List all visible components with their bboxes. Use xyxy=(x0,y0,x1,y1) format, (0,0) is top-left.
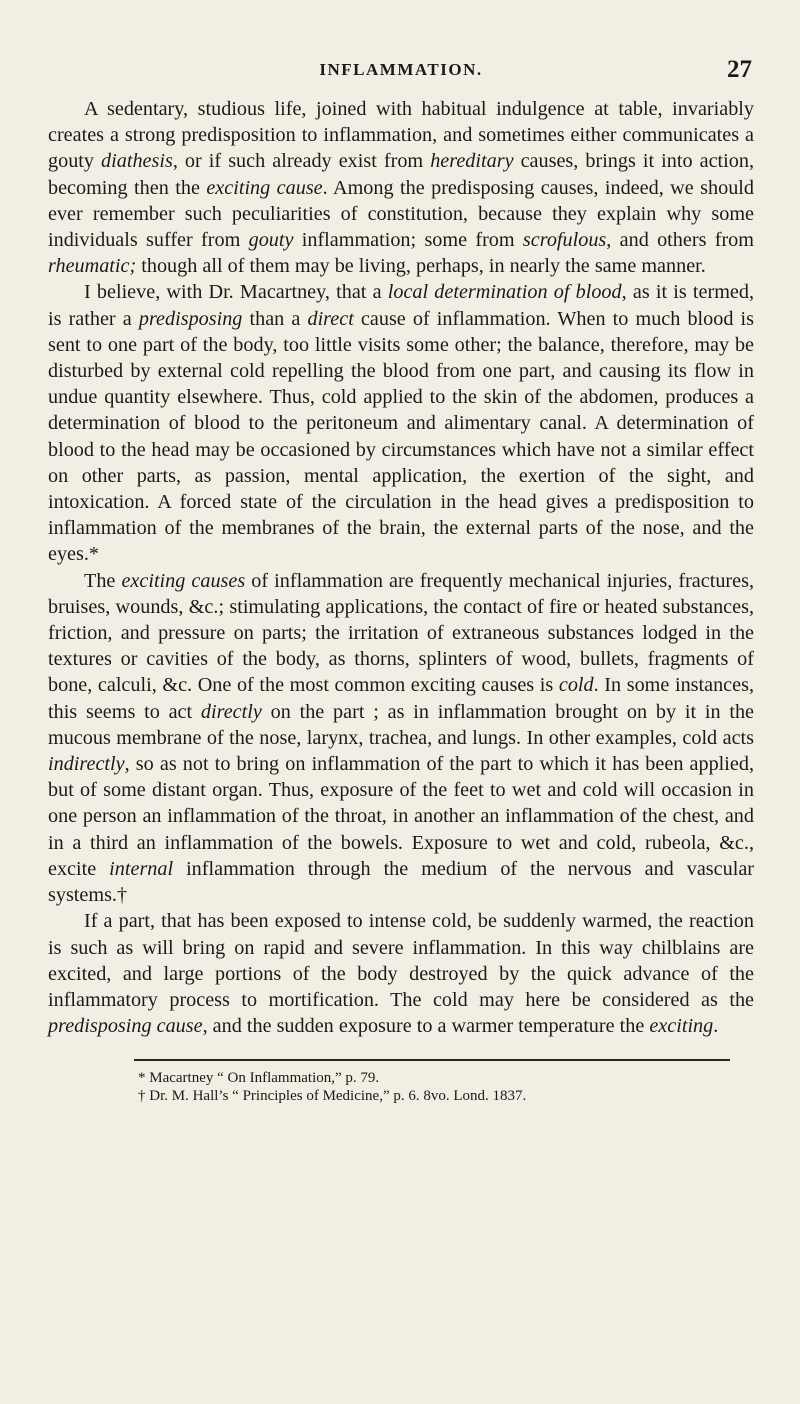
text-run: If a part, that has been exposed to intense cold, be suddenly warmed, the reaction is such as will bring on rapid and severe inflammation. In this way chilblains are excited, and large portions of the body destroyed by the quick advance of the inflammatory process to mortification. The cold may here be considered as the xyxy=(48,910,754,1011)
paragraph xyxy=(48,279,754,567)
text-run: . Among the predisposing causes, indeed, we should ever remember such peculiarities of constitution, because they explain why some individuals suffer from xyxy=(48,176,754,252)
text-run: causes, brings it into action, becoming then the xyxy=(48,150,755,199)
page-number: 27 xyxy=(727,56,752,83)
text-run: though all of them may be living, perhaps, in nearly the same manner. xyxy=(136,255,706,278)
emphasis-text: predisposing xyxy=(138,307,243,330)
footnotes xyxy=(48,1069,754,1105)
text-run: cause of inflammation. When to much blood is sent to one part of the body, too little visits some other; the balance, therefore, may be disturbed by external cold repelling the blood from one part, and causing its flow in undue quantity elsewhere. Thus, cold applied to the skin of the abdomen, produces a determination of blood to the peritoneum and alimentary canal. A determination of blood to the head may be occasioned by circumstances which have not a similar effect on other parts, as passion, mental application, the exertion of the sight, and intoxication. A forced state of the circulation in the head gives a predisposition to inflammation of the membranes of the brain, the external parts of the nose, and the eyes.* xyxy=(48,307,755,566)
text-run: . xyxy=(713,1015,719,1038)
footnote: † Dr. M. Hall’s “ Principles of Medicine,” p. 6. 8vo. Lond. 1837. xyxy=(138,1088,527,1105)
text-run: The xyxy=(84,569,122,592)
text-run: inflammation through the medium of the nervous and vascular systems.† xyxy=(48,857,754,907)
text-run: of inflammation are frequently mechanical injuries, fractures, bruises, wounds, &c.; stimulating applications, the contact of fire or heated substances, friction, and pressure on parts; the irritation of extraneous substances lodged in the textures or cavities of the body, as thorns, splinters of wood, bullets, fragments of bone, calculi, &c. One of the most common exciting causes is xyxy=(48,569,755,697)
text-run: , and the sudden exposure to a warmer temperature the xyxy=(202,1015,650,1038)
paragraph xyxy=(48,96,754,279)
text-run: , and others from xyxy=(606,229,754,252)
text-run: inflammation; some from xyxy=(293,229,523,252)
emphasis-text: gouty xyxy=(248,229,294,252)
emphasis-text: internal xyxy=(109,857,174,880)
emphasis-text: rheumatic; xyxy=(48,255,137,278)
text-run: on the part ; as in inflammation brought on by it in the mucous membrane of the nose, larynx, trachea, and lungs. In other examples, cold acts xyxy=(48,700,755,749)
text-run: , so as not to bring on inflammation of the part to which it has been applied, but of some distant organ. Thus, exposure of the feet to wet and cold will occasion in one person an inflammation of the throat, in another an inflammation of the chest, and in a third an inflammation of the bowels. Exposure to wet and cold, rubeola, &c., excite xyxy=(48,753,754,880)
emphasis-text: directly xyxy=(200,700,262,723)
emphasis-text: exciting xyxy=(649,1015,714,1038)
text-run: , as it is termed, is rather a xyxy=(48,281,755,330)
text-run: A sedentary, studious life, joined with habitual indulgence at table, invariably creates a strong predisposition to inflammation, and sometimes either communicates a gouty xyxy=(48,98,754,173)
running-header xyxy=(48,56,754,90)
emphasis-text: exciting causes xyxy=(121,569,246,592)
emphasis-text: direct xyxy=(307,307,354,330)
emphasis-text: diathesis xyxy=(101,150,173,173)
emphasis-text: indirectly xyxy=(48,753,125,776)
footnote-rule xyxy=(134,1059,730,1061)
text-run: than a xyxy=(242,307,308,330)
text-run: I believe, with Dr. Macartney, that a xyxy=(84,281,388,304)
emphasis-text: scrofulous xyxy=(522,229,607,252)
text-run: , or if such already exist from xyxy=(172,150,431,173)
body-text xyxy=(48,96,754,1039)
paragraph xyxy=(48,908,754,1039)
emphasis-text: local determination of blood xyxy=(387,281,622,304)
emphasis-text: predisposing cause xyxy=(48,1015,203,1038)
paragraph xyxy=(48,568,754,909)
running-title: INFLAMMATION. xyxy=(319,60,483,79)
footnote: * Macartney “ On Inflammation,” p. 79. xyxy=(138,1070,380,1087)
emphasis-text: hereditary xyxy=(430,150,514,173)
emphasis-text: cold xyxy=(558,674,594,697)
emphasis-text: exciting cause xyxy=(206,176,323,199)
text-run: . In some instances, this seems to act xyxy=(48,674,755,723)
